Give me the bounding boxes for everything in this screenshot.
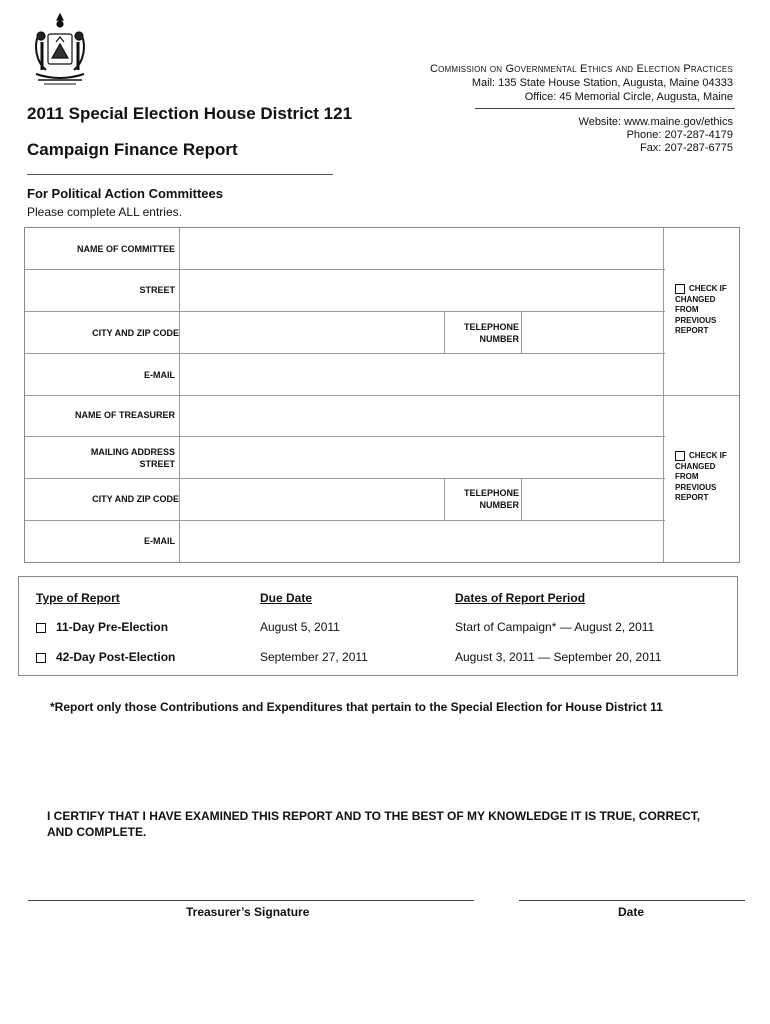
- mailing-address-line: MAILING ADDRESS: [90, 447, 175, 457]
- treasurer-street-field[interactable]: [181, 438, 661, 476]
- previous-text: PREVIOUS: [675, 315, 717, 325]
- agency-contact: [579, 116, 733, 155]
- checkbox-icon[interactable]: [675, 284, 685, 294]
- post-election-option[interactable]: [36, 650, 175, 664]
- check-if-text: CHECK IF: [689, 451, 727, 461]
- report-text: REPORT: [675, 326, 709, 336]
- row-divider: [25, 478, 665, 479]
- report-period-header: Dates of Report Period: [455, 591, 586, 605]
- report-text: REPORT: [675, 493, 709, 503]
- due-date-value: September 27, 2011: [260, 650, 368, 664]
- form-audience-heading: For Political Action Committees: [27, 186, 223, 201]
- agency-phone: Phone: 207-287-4179: [626, 129, 733, 141]
- telephone-divider-4: [521, 478, 522, 520]
- previous-text: PREVIOUS: [675, 482, 717, 492]
- report-period-value: Start of Campaign* — August 2, 2011: [455, 620, 655, 634]
- committee-city-zip-field[interactable]: [181, 313, 442, 351]
- telephone-label-line2: NUMBER: [479, 500, 519, 510]
- treasurer-email-field[interactable]: [181, 522, 661, 560]
- report-type-label: 11-Day Pre-Election: [56, 620, 169, 634]
- check-if-text: CHECK IF: [689, 284, 727, 294]
- committee-info-form: [24, 227, 740, 563]
- row-divider: [25, 311, 665, 312]
- treasurer-name-label: NAME OF TREASURER: [74, 410, 175, 420]
- checkbox-icon[interactable]: [675, 451, 685, 461]
- checkbox-icon[interactable]: [36, 623, 46, 633]
- report-period-value: August 3, 2011 — September 20, 2011: [455, 650, 662, 664]
- committee-telephone-field[interactable]: [523, 313, 661, 351]
- agency-fax: Fax: 207-287-6775: [640, 142, 733, 154]
- header-divider: [475, 108, 735, 109]
- from-text: FROM: [675, 472, 699, 482]
- treasurer-name-field[interactable]: [181, 397, 661, 435]
- committee-name-label: NAME OF COMMITTEE: [77, 244, 175, 254]
- due-date-value: August 5, 2011: [260, 620, 340, 634]
- committee-changed-checkbox[interactable]: [675, 284, 727, 337]
- form-instruction: Please complete ALL entries.: [27, 205, 182, 219]
- committee-email-label: E-MAIL: [144, 370, 175, 380]
- agency-mail: Mail: 135 State House Station, Augusta, Maine 04333: [471, 77, 733, 89]
- treasurer-email-label: E-MAIL: [144, 536, 175, 546]
- type-of-report-header: Type of Report: [36, 591, 120, 605]
- treasurer-signature-line[interactable]: [28, 900, 474, 901]
- committee-street-field[interactable]: [181, 271, 661, 309]
- committee-email-field[interactable]: [181, 355, 661, 393]
- date-line[interactable]: [519, 900, 745, 901]
- title-divider: [27, 174, 333, 175]
- telephone-label-line2: NUMBER: [479, 334, 519, 344]
- mailing-street-line: STREET: [139, 459, 175, 469]
- report-title: 2011 Special Election House District 121: [27, 104, 353, 123]
- telephone-divider-3: [444, 478, 445, 520]
- report-type-table: [18, 576, 738, 676]
- treasurer-city-zip-field[interactable]: [181, 480, 442, 518]
- committee-name-field[interactable]: [181, 230, 661, 268]
- treasurer-telephone-label: [464, 487, 519, 511]
- row-divider: [25, 269, 665, 270]
- telephone-label-line1: TELEPHONE: [463, 322, 519, 332]
- committee-telephone-label: [464, 321, 519, 345]
- agency-office: Office: 45 Memorial Circle, Augusta, Maine: [524, 91, 733, 103]
- committee-city-zip-label: CITY AND ZIP CODE: [92, 328, 179, 338]
- maine-state-seal: [30, 12, 90, 88]
- changed-text: CHANGED: [675, 294, 716, 304]
- treasurer-city-zip-label: CITY AND ZIP CODE: [92, 494, 179, 504]
- certification-statement: I CERTIFY THAT I HAVE EXAMINED THIS REPORT AND TO THE BEST OF MY KNOWLEDGE IT IS TRUE, CORRECT, AND COMPLETE.: [47, 809, 701, 839]
- treasurer-telephone-field[interactable]: [523, 480, 661, 518]
- telephone-label-line1: TELEPHONE: [463, 488, 519, 498]
- treasurer-changed-checkbox[interactable]: [675, 451, 727, 504]
- agency-website: Website: www.maine.gov/ethics: [578, 116, 733, 128]
- telephone-divider-2: [521, 311, 522, 353]
- pre-election-option[interactable]: [36, 620, 168, 634]
- changed-text: CHANGED: [675, 461, 716, 471]
- row-divider: [25, 520, 665, 521]
- row-divider: [25, 353, 665, 354]
- agency-name: Commission on Governmental Ethics and Election Practices: [429, 63, 733, 75]
- row-divider: [25, 436, 665, 437]
- report-type-label: 42-Day Post-Election: [56, 650, 176, 664]
- treasurer-mailing-label: [91, 446, 175, 470]
- telephone-divider-1: [444, 311, 445, 353]
- checkbox-icon[interactable]: [36, 653, 46, 663]
- report-subtitle: Campaign Finance Report: [27, 140, 238, 159]
- date-label: Date: [618, 905, 645, 919]
- from-text: FROM: [675, 305, 699, 315]
- section-divider: [25, 395, 739, 396]
- special-election-note: *Report only those Contributions and Expenditures that pertain to the Special Election for House District 11: [50, 700, 663, 714]
- committee-street-label: STREET: [139, 285, 175, 295]
- agency-header: [430, 62, 733, 104]
- treasurer-signature-label: Treasurer’s Signature: [186, 905, 310, 919]
- due-date-header: Due Date: [260, 591, 313, 605]
